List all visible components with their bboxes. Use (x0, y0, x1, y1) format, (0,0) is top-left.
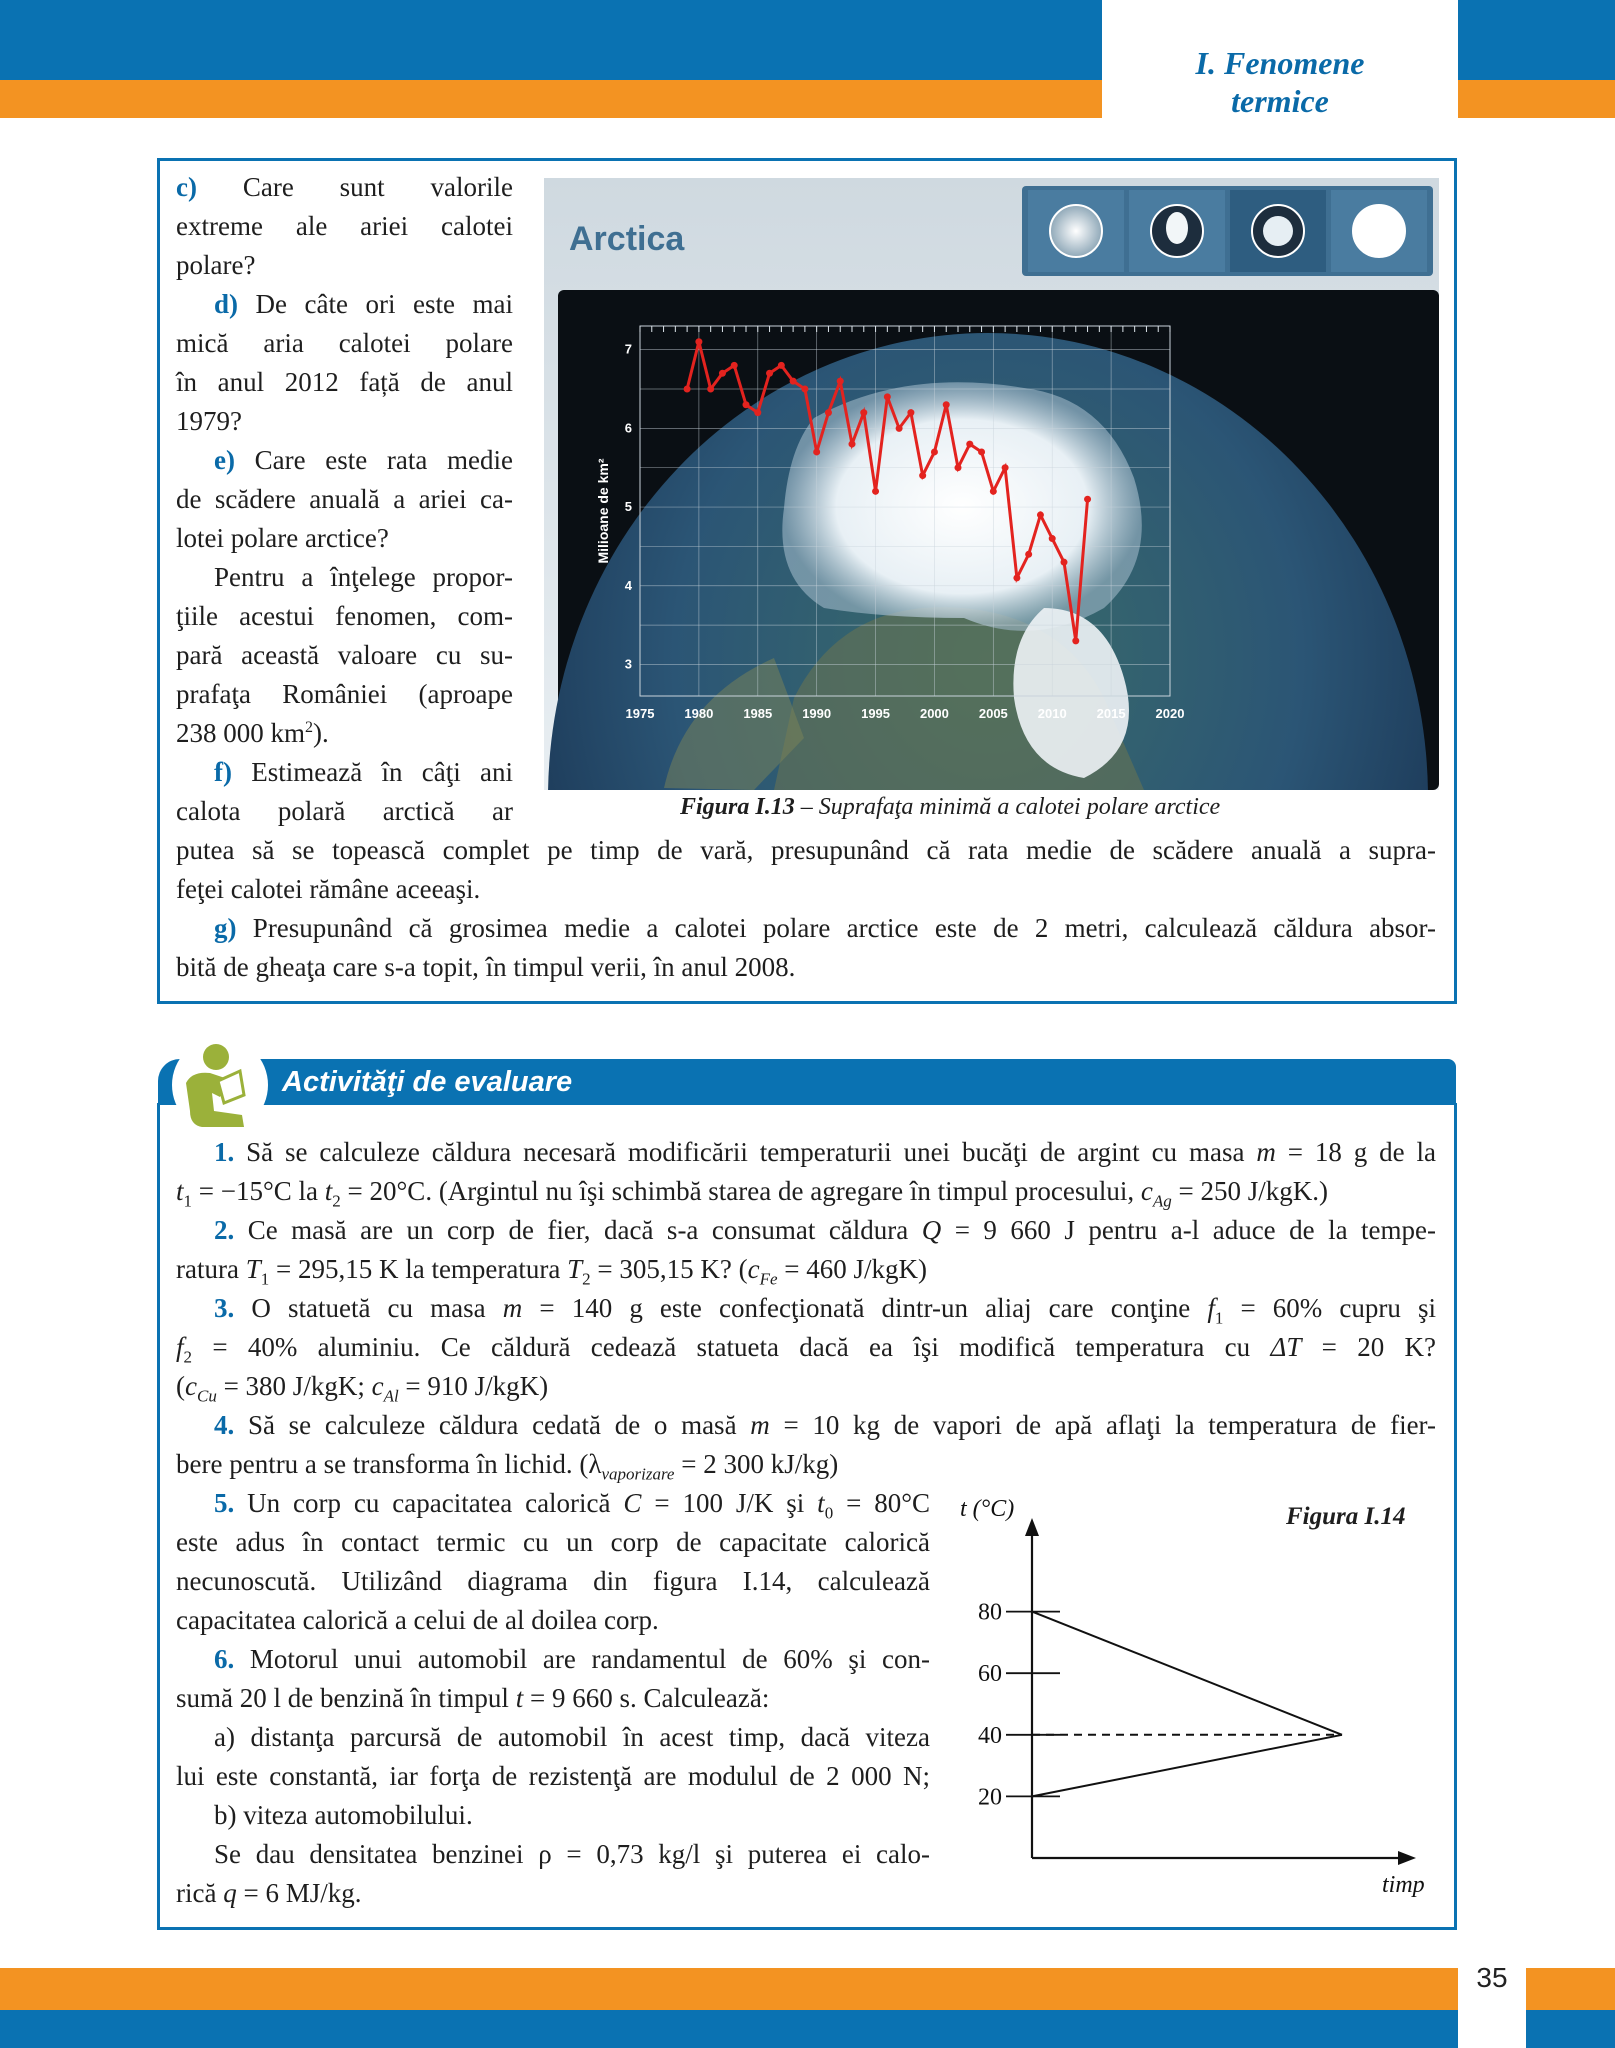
arctic-ice-data-point (966, 441, 973, 448)
arctic-ice-data-point (684, 385, 691, 392)
x-tick-label: 2010 (1037, 706, 1067, 721)
figure14-caption: Figura I.14 (1286, 1503, 1406, 1530)
arctic-ice-data-point (860, 409, 867, 416)
header-orange-band-right (1458, 80, 1615, 118)
evaluation-title: Activităţi de evaluare (282, 1066, 573, 1098)
arctic-ice-data-point (837, 378, 844, 385)
g-line-2: bită de gheaţa care s-a topit, în timpul verii, în anul 2008. (176, 952, 796, 982)
footer-blue-band (0, 2010, 1458, 2048)
arctic-panel-title: Arctica (569, 220, 685, 258)
arctic-ice-data-point (919, 472, 926, 479)
y-axis-arrow-icon (1025, 1518, 1039, 1536)
x-tick-label: 2000 (919, 706, 949, 721)
y-tick-label: 5 (624, 499, 632, 515)
y-tick-label: 3 (624, 656, 632, 672)
arctic-ice-data-point (790, 378, 797, 385)
y-tick-label: 20 (978, 1784, 1002, 1811)
reader-icon (158, 1035, 268, 1135)
header-orange-band (0, 80, 1102, 118)
y-axis-label: Milioane de km² (595, 458, 611, 564)
x-axis-arrow-icon (1398, 1851, 1416, 1865)
diagram-line-2 (1032, 1735, 1342, 1797)
arctic-ice-data-point (1084, 496, 1091, 503)
ice-globe-thumbnail-1-icon[interactable] (1028, 190, 1124, 272)
y-tick-label: 4 (624, 577, 632, 593)
y-tick-label: 80 (978, 1599, 1002, 1626)
header-blue-band (0, 0, 1102, 80)
arctic-ice-data-point (695, 338, 702, 345)
arctic-ice-data-point (1049, 535, 1056, 542)
temperature-diagram-graphic (950, 1480, 1440, 1900)
x-tick-label: 1985 (743, 706, 773, 721)
arctic-ice-data-point (1037, 511, 1044, 518)
arctic-ice-data-point (766, 370, 773, 377)
ice-globe-thumbnail-3-icon[interactable] (1230, 190, 1326, 272)
arctic-figure-graphic (544, 178, 1439, 790)
f-line-3: putea să se topească complet pe timp de vară, presupunând că rata medie de scădere anuală a supra- (176, 835, 1436, 865)
arctic-ice-data-point (754, 409, 761, 416)
arctic-ice-data-point (884, 393, 891, 400)
x-tick-label: 1980 (684, 706, 714, 721)
figure13-caption: Figura I.13 – Suprafaţa minimă a calotei polare arctice (680, 794, 1221, 820)
arctic-ice-data-point (743, 401, 750, 408)
arctic-ice-data-point (801, 385, 808, 392)
arctic-ice-data-point (955, 464, 962, 471)
ice-globe-thumbnail-2-icon[interactable] (1129, 190, 1225, 272)
arctic-ice-data-point (990, 488, 997, 495)
arctic-ice-data-point (943, 401, 950, 408)
g-line-1: g) Presupunând că grosimea medie a calotei polare arctice este de 2 metri, calculează căldura absor- (214, 913, 1436, 943)
arctic-ice-data-point (813, 448, 820, 455)
page-number: 35 (1476, 1962, 1508, 1993)
arctic-ice-data-point (1002, 464, 1009, 471)
x-tick-label: 1975 (625, 706, 655, 721)
arctic-ice-data-point (1072, 637, 1079, 644)
y-tick-label: 40 (978, 1722, 1002, 1749)
chapter-title: I. Fenomene termice (1195, 45, 1365, 119)
x-axis-label: timp (1382, 1872, 1425, 1898)
arctic-ice-data-point (731, 362, 738, 369)
x-tick-label: 1995 (861, 706, 891, 721)
y-tick-label: 6 (624, 420, 632, 436)
y-tick-label: 60 (978, 1661, 1002, 1688)
arctic-ice-data-point (825, 409, 832, 416)
x-tick-label: 2020 (1155, 706, 1185, 721)
y-axis-label: t (°C) (960, 1496, 1015, 1522)
diagram-line-1 (1032, 1612, 1342, 1735)
arctic-ice-data-point (907, 409, 914, 416)
y-tick-label: 7 (624, 341, 632, 357)
footer-orange-band-right (1526, 1968, 1615, 2010)
x-tick-label: 2005 (978, 706, 1008, 721)
arctic-ice-data-point (931, 448, 938, 455)
arctic-ice-data-point (719, 370, 726, 377)
arctic-ice-data-point (1025, 551, 1032, 558)
footer-orange-band (0, 1968, 1458, 2010)
arctic-ice-data-point (872, 488, 879, 495)
arctic-ice-data-point (978, 448, 985, 455)
arctic-ice-data-point (1061, 559, 1068, 566)
x-tick-label: 2015 (1096, 706, 1126, 721)
arctic-figure (544, 178, 1439, 790)
arctic-ice-data-point (896, 425, 903, 432)
footer-blue-band-right (1526, 2010, 1615, 2048)
arctic-ice-data-point (707, 385, 714, 392)
arctic-ice-data-point (1013, 574, 1020, 581)
ice-globe-thumbnail-4-icon[interactable] (1331, 190, 1427, 272)
arctic-ice-data-point (849, 441, 856, 448)
arctic-ice-data-point (778, 362, 785, 369)
x-tick-label: 1990 (802, 706, 832, 721)
f-line-4: feţei calotei rămâne aceeaşi. (176, 874, 481, 904)
temperature-diagram (950, 1480, 1440, 1900)
header-blue-band-right (1458, 0, 1615, 80)
